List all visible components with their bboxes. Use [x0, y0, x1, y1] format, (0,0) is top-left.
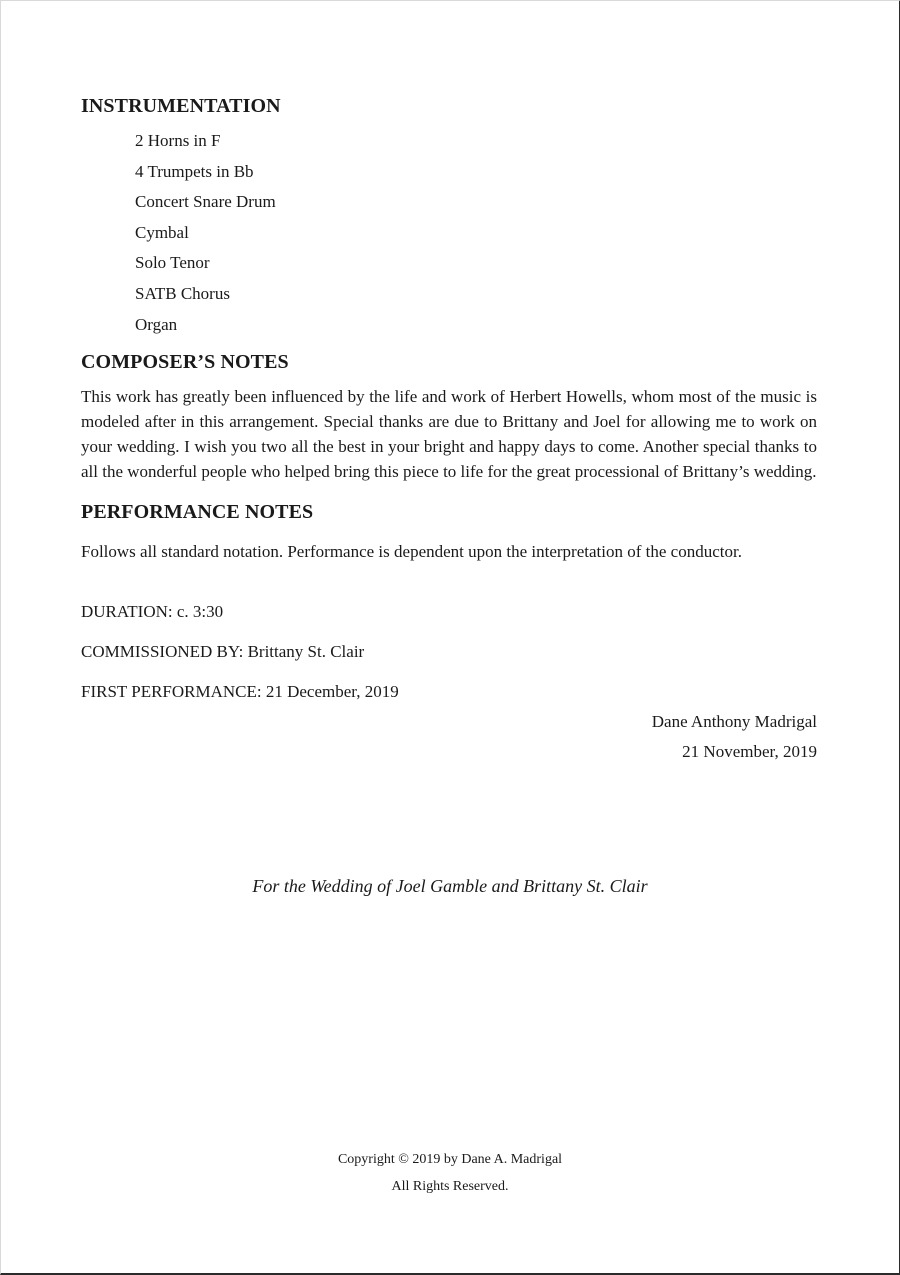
- instrument-item: Organ: [135, 314, 178, 334]
- first-performance-line: FIRST PERFORMANCE: 21 December, 2019: [81, 682, 399, 702]
- duration-line: DURATION: c. 3:30: [81, 602, 224, 622]
- performance-notes-heading: PERFORMANCE NOTES: [81, 501, 314, 524]
- composers-notes-heading: COMPOSER’S NOTES: [81, 351, 289, 374]
- composers-notes-text: This work has greatly been influenced by the life and work of Herbert Howells, whom most of the music is modeled after in this arrangement. Special thanks are due to Brittany and Joel for allowing me to work on your wedding. I wish you two all the best in your bright and happy days to come. Another special thanks to all the wonderful people who helped bring this piece to life for the great processional of Brittany’s wedding.: [81, 387, 817, 482]
- signature-date: 21 November, 2019: [682, 742, 817, 762]
- instrument-item: Concert Snare Drum: [135, 192, 276, 212]
- copyright-block: [0, 1146, 900, 1200]
- copyright-line: Copyright © 2019 by Dane A. Madrigal: [337, 1152, 563, 1167]
- instrument-item: Cymbal: [135, 222, 189, 242]
- commissioned-by-line: COMMISSIONED BY: Brittany St. Clair: [81, 642, 365, 662]
- instrumentation-list: [81, 126, 817, 340]
- performance-notes-text: Follows all standard notation. Performance is dependent upon the interpretation of the conductor.: [81, 542, 742, 562]
- instrumentation-heading: INSTRUMENTATION: [81, 95, 281, 117]
- dedication-line: For the Wedding of Joel Gamble and Brittany St. Clair: [252, 876, 648, 896]
- rights-line: All Rights Reserved.: [391, 1179, 509, 1194]
- instrument-item: 2 Horns in F: [135, 131, 221, 150]
- instrument-item: SATB Chorus: [135, 283, 230, 303]
- signature-block: [81, 707, 817, 767]
- instrument-item: 4 Trumpets in Bb: [135, 161, 254, 181]
- composer-name: Dane Anthony Madrigal: [651, 712, 817, 732]
- document-body: [81, 92, 817, 767]
- instrument-item: Solo Tenor: [135, 253, 210, 273]
